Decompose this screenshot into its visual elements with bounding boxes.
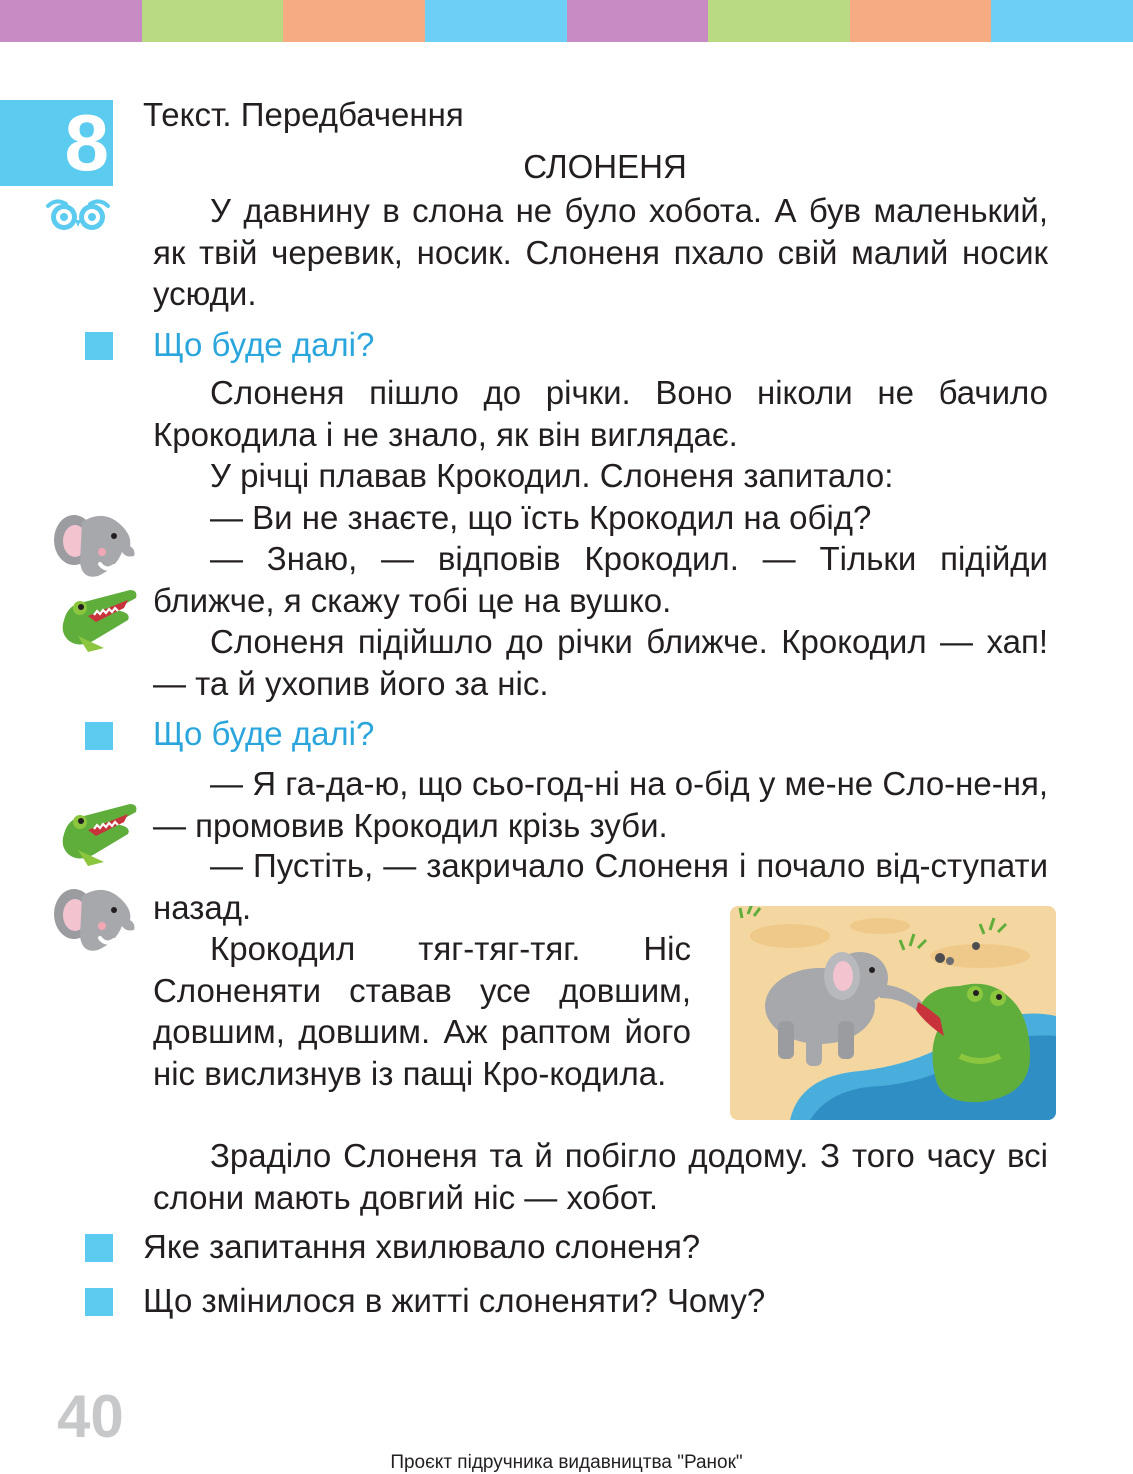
story-paragraph: Слоненя пішло до річки. Воно ніколи не бачило Крокодила і не знало, як він виглядає. — [153, 374, 1048, 453]
story-paragraph: У давнину в слона не було хобота. А був маленький, як твій черевик, носик. Слоненя пхало свій малий носик усюди. — [153, 192, 1048, 312]
story-paragraph: Зраділо Слоненя та й побігло додому. З того часу всі слони мають довгий ніс — хобот. — [153, 1137, 1048, 1216]
color-strip — [708, 0, 850, 42]
prediction-question: Що буде далі? — [153, 326, 375, 363]
elephant-head-icon — [52, 506, 136, 582]
comprehension-question: Яке запитання хвилювало слоненя? — [143, 1228, 701, 1265]
story-paragraph: — Я га-да-ю, що сьо-год-ні на о-бід у ме-не Сло-не-ня, — промовив Крокодил крізь зуби. — [153, 765, 1048, 844]
color-strip — [0, 0, 142, 42]
color-strip — [991, 0, 1133, 42]
top-color-bar — [0, 0, 1133, 42]
story-paragraph: Крокодил тяг-тяг-тяг. Ніс Слоненяти ставав усе довшим, довшим, довшим. Аж раптом його ніс вислизнув із пащі Кро-кодила. — [153, 930, 691, 1092]
square-bullet-icon — [85, 332, 113, 360]
story-paragraph: — Ви не знаєте, що їсть Крокодил на обід? — [210, 499, 872, 536]
square-bullet-icon — [85, 1234, 113, 1262]
color-strip — [850, 0, 992, 42]
story-paragraph: У річці плавав Крокодил. Слоненя запитало: — [210, 457, 894, 494]
color-strip — [142, 0, 284, 42]
prediction-question: Що буде далі? — [153, 715, 375, 752]
crocodile-head-icon — [58, 586, 142, 656]
elephant-crocodile-illustration — [730, 906, 1056, 1120]
comprehension-question: Що змінилося в житті слоненяти? Чому? — [143, 1282, 766, 1319]
square-bullet-icon — [85, 1288, 113, 1316]
footer-note: Проєкт підручника видавництва "Ранок" — [390, 1452, 743, 1473]
lesson-number: 8 — [0, 100, 113, 186]
story-paragraph: — Пустіть, — закричало Слоненя і почало від-ступати назад. — [153, 847, 1048, 926]
story-paragraph: — Знаю, — відповів Крокодил. — Тільки підійди ближче, я скажу тобі це на вушко. — [153, 540, 1048, 619]
owl-eyes-icon — [44, 196, 112, 232]
color-strip — [283, 0, 425, 42]
color-strip — [425, 0, 567, 42]
color-strip — [567, 0, 709, 42]
page-number: 40 — [57, 1383, 124, 1450]
lesson-title: Текст. Передбачення — [143, 96, 464, 133]
story-title: СЛОНЕНЯ — [523, 148, 687, 185]
story-paragraph: Слоненя підійшло до річки ближче. Крокодил — хап! — та й ухопив його за ніс. — [153, 623, 1048, 702]
square-bullet-icon — [85, 722, 113, 750]
elephant-head-icon — [52, 880, 136, 956]
crocodile-head-icon — [58, 800, 142, 870]
